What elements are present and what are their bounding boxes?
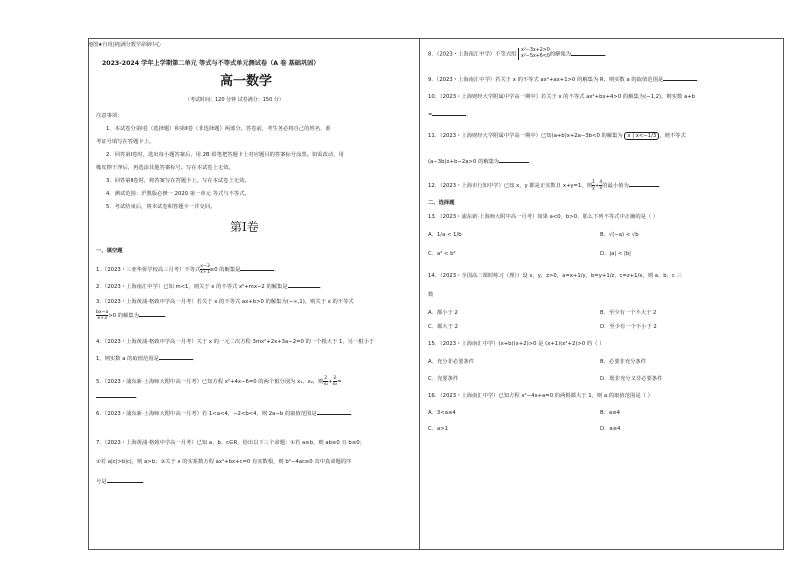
question-4: 4．（2023・上海黄浦·格致中学高一月考）关于 x 的一元二次方程 3mx²+2x+3a−2=0 的一个根大于 1，另一根小于 bbox=[96, 339, 375, 345]
subject-title: 高一数学 bbox=[220, 74, 273, 89]
question-6: 6．（2023・浦东新·上海师大附中高一月考）若 1<a<4，−2<b<4，则 2a−b 的取值范围是 ． bbox=[96, 411, 356, 417]
question-4-cont: 1，则实数 a 的取值范围是 ． bbox=[96, 356, 199, 362]
column-divider bbox=[419, 38, 420, 550]
note-line: 4．测试范围：沪教版必修一 2020 第一单元 等式与不等式。 bbox=[106, 191, 250, 197]
question-5: 5．（2023・浦东新·上海师大附中高一月考）已知方程 x²+4x−6=0 的两个根分别为 x₁、x₂，则 $\frac{2}{\text{x₁}}$ + $\frac{2}{\text{x₂}}$ = bbox=[96, 376, 342, 387]
option-b[interactable]: B．至少有一个不大于 2 bbox=[600, 310, 657, 316]
answer-blank[interactable] bbox=[96, 392, 136, 398]
question-8: 8．（2023・上海南汇中学）不等式组 x²−3x+2>0 x²−5x+6<0 的解集为 ． bbox=[428, 48, 611, 59]
exam-info: （考试时间：120 分钟 试卷满分：150 分） bbox=[185, 97, 284, 103]
q6-text: 6．（2023・浦东新·上海师大附中高一月考）若 1<a<4，−2<b<4，则 2a−b 的取值范围是 bbox=[96, 411, 317, 417]
option-c[interactable]: C．充要条件 bbox=[428, 376, 459, 382]
question-7-end: 号是 ． bbox=[96, 479, 148, 485]
question-1: 1．（2023・三亚华侨学校高三月考）不等式 $\frac{x-3}{x+1}$ ≥0 的解集是 ． bbox=[96, 264, 280, 275]
answer-blank[interactable] bbox=[499, 157, 529, 163]
option-a[interactable]: A．都小于 2 bbox=[428, 310, 458, 316]
option-c[interactable]: C．a² < b² bbox=[428, 251, 456, 257]
section-heading: 一、填空题 bbox=[96, 248, 123, 254]
q5-text: 5．（2023・浦东新·上海师大附中高一月考）已知方程 x²+4x−6=0 的两个根分别为 x₁、x₂，则 bbox=[96, 379, 324, 385]
q12-fraction-1: $\frac{1}{y}$ bbox=[591, 180, 595, 191]
q5-fraction-2: $\frac{2}{\text{x₂}}$ bbox=[332, 376, 338, 387]
section-heading: 二、选择题 bbox=[428, 200, 455, 206]
q1-text-end: ≥0 的解集是 bbox=[209, 267, 241, 273]
option-d[interactable]: D．a≤4 bbox=[600, 426, 621, 432]
option-b[interactable]: B．必要非充分条件 bbox=[600, 359, 647, 365]
q2-text: 2．（2023・上海南汇中学）已知 m<1，则关于 x 的不等式 x²+mx−2 的解集是 bbox=[96, 284, 288, 290]
q9-text: 9．（2023・上海南汇中学）若关于 x 的不等式 ax²+ax+1>0 的解集为 R，则实数 a 的取值范围是 bbox=[428, 77, 664, 83]
note-line: 3．回答第Ⅱ卷时，将答案写在答题卡上。写在本试卷上无效。 bbox=[106, 178, 250, 184]
answer-blank[interactable] bbox=[629, 181, 659, 187]
q8-text: 8．（2023・上海南汇中学）不等式组 bbox=[428, 51, 517, 58]
note-line: 1．本试卷分第Ⅰ卷（选择题）和第Ⅱ卷（非选择题）两部分。答卷前，考生务必将自己的姓名、准 bbox=[106, 126, 331, 132]
option-d[interactable]: D．|a| < |b| bbox=[600, 251, 631, 257]
note-line: 橡皮擦干净后，再选涂其他答案标号。写在本试卷上无效。 bbox=[96, 165, 234, 171]
option-a[interactable]: A．1/a < 1/b bbox=[428, 232, 462, 238]
answer-blank[interactable] bbox=[240, 265, 274, 271]
option-d[interactable]: D．至少有一个不小于 2 bbox=[600, 324, 657, 330]
q8-text-end: 的解集为 bbox=[549, 51, 572, 58]
question-14-cont: 数 bbox=[428, 292, 434, 298]
q3-fraction: $\frac{bx-a}{x+3}$ bbox=[96, 310, 109, 321]
q11-text-end: (a−3b)x+b−2a>0 的解集为 bbox=[428, 159, 500, 165]
answer-blank[interactable] bbox=[663, 75, 697, 81]
option-a[interactable]: A．充分非必要条件 bbox=[428, 359, 474, 365]
question-12: 12．（2023・上海市行知中学）已知 x、y 都是正实数且 x+y=1，则 $\frac{1}{y}$ + $\frac{4}{x}$ 的最小值为 ． bbox=[428, 180, 665, 191]
question-2: 2．（2023・上海南汇中学）已知 m<1，则关于 x 的不等式 x²+mx−2 的解集是 ． bbox=[96, 284, 325, 290]
question-7-cont: ②若 a|c|>b|c|，则 a>b；③关于 x 的实系数方程 ax²+bx+c=0 有实数根，则 b²−4ac≥0 其中真命题的序 bbox=[96, 459, 352, 465]
q3-text-end: >0 的解集为 bbox=[108, 313, 139, 319]
question-3: 3．（2023・上海黄浦·格致中学高一月考）若关于 x 的不等式 ax+b>0 的解集为(−∞,1)，则关于 x 的不等式 bbox=[96, 299, 354, 305]
part-title: 第Ⅰ卷 bbox=[230, 220, 259, 234]
question-9: 9．（2023・上海南汇中学）若关于 x 的不等式 ax²+ax+1>0 的解集为 R，则实数 a 的取值范围是 ． bbox=[428, 77, 703, 83]
q11-text-mid: ，则不等式 bbox=[659, 133, 686, 139]
note-line: 考证号填写在答题卡上。 bbox=[96, 139, 155, 145]
q7-text-end: 号是 bbox=[96, 479, 107, 485]
question-7: 7．（2023・上海黄浦·格致中学高一月考）已知 a、b、c∈R，给出以下三个命题：①若 a≥b，则 ab≥0 且 b≤0； bbox=[96, 440, 365, 446]
answer-blank[interactable] bbox=[432, 110, 466, 116]
answer-blank[interactable] bbox=[317, 409, 351, 415]
option-b[interactable]: B．a≤4 bbox=[600, 410, 620, 416]
question-14: 14．（2023・全国高二课时练习（理））设 x，y，z>0，a=x+1/y，b=y+1/z，c=z+1/x，则 a、b、c 三 bbox=[428, 273, 682, 279]
exam-title: 2023-2024 学年上学期第二单元 等式与不等式单元测试卷（A 卷 基础巩固） bbox=[102, 60, 320, 67]
answer-blank[interactable] bbox=[288, 282, 320, 288]
answer-blank[interactable] bbox=[571, 50, 605, 56]
header-tag: 地图★自用|初|满分数学命制中心 bbox=[88, 42, 161, 48]
question-3-cont: $\frac{bx-a}{x+3}$ >0 的解集为 ． bbox=[96, 310, 171, 321]
q1-fraction: $\frac{x-3}{x+1}$ bbox=[200, 264, 210, 275]
option-b[interactable]: B．√(−a) < √b bbox=[600, 232, 639, 238]
q12-text: 12．（2023・上海市行知中学）已知 x、y 都是正实数且 x+y=1，则 bbox=[428, 183, 592, 189]
question-5-blank: ． bbox=[96, 392, 141, 401]
q1-text: 1．（2023・三亚华侨学校高三月考）不等式 bbox=[96, 267, 201, 273]
q4-text-end: 1，则实数 a 的取值范围是 bbox=[96, 356, 159, 362]
option-c[interactable]: C．都大于 2 bbox=[428, 324, 458, 330]
q5-fraction-1: $\frac{2}{\text{x₁}}$ bbox=[323, 376, 329, 387]
answer-blank[interactable] bbox=[107, 477, 143, 483]
note-line: 5．考试结束后，将本试卷和答题卡一并交回。 bbox=[106, 204, 216, 210]
question-10-cont: = ． bbox=[428, 112, 472, 118]
option-c[interactable]: C．a>1 bbox=[428, 426, 449, 432]
notes-heading: 注意事项： bbox=[96, 113, 123, 119]
question-13: 13．（2023・浦东新·上海师大附中高一月考）如果 a<0，b>0，那么下列不等式中正确的是（ ） bbox=[428, 214, 659, 220]
q10-eq: = bbox=[428, 112, 433, 118]
q11-set: x | x<−1/3 bbox=[624, 132, 659, 140]
q8-system: x²−3x+2>0 x²−5x+6<0 bbox=[518, 48, 550, 60]
option-a[interactable]: A．3<a≤4 bbox=[428, 410, 456, 416]
q11-text: 11．（2023・上海财经大学附属中学高一期中）已知(a+b)x+2a−3b<0 的解集为 bbox=[428, 133, 623, 139]
answer-blank[interactable] bbox=[159, 354, 193, 360]
answer-blank[interactable] bbox=[139, 311, 165, 317]
option-d[interactable]: D．既非充分又非必要条件 bbox=[600, 376, 663, 382]
question-10: 10．（2023・上海财经大学附属中学高一期中）若关于 x 的不等式 ax²+bx+4>0 的解集为(−1,2)，则实数 a+b bbox=[428, 94, 696, 100]
question-15: 15．（2023・上海南汇中学）(x+b)(x+2)>0 是 (x+1)(x²+2)>0 的（ ） bbox=[428, 341, 605, 347]
question-11 bbox=[428, 133, 686, 140]
q12-fraction-2: $\frac{4}{x}$ bbox=[599, 180, 603, 191]
question-16: 16．（2023・上海南汇中学）已知方程 x²−4x+a=0 的两根都大于 1，则 a 的取值范围是（ ） bbox=[428, 393, 653, 399]
note-line: 2．回答第Ⅰ卷时，选出每小题答案后，用 2B 铅笔把答题卡上对应题目的答案标号涂黑。如需改动，用 bbox=[106, 152, 344, 158]
question-11-cont: (a−3b)x+b−2a>0 的解集为 ． bbox=[428, 159, 535, 165]
q5-eq: = bbox=[337, 379, 342, 385]
q12-text-end: 的最小值为 bbox=[602, 183, 629, 189]
